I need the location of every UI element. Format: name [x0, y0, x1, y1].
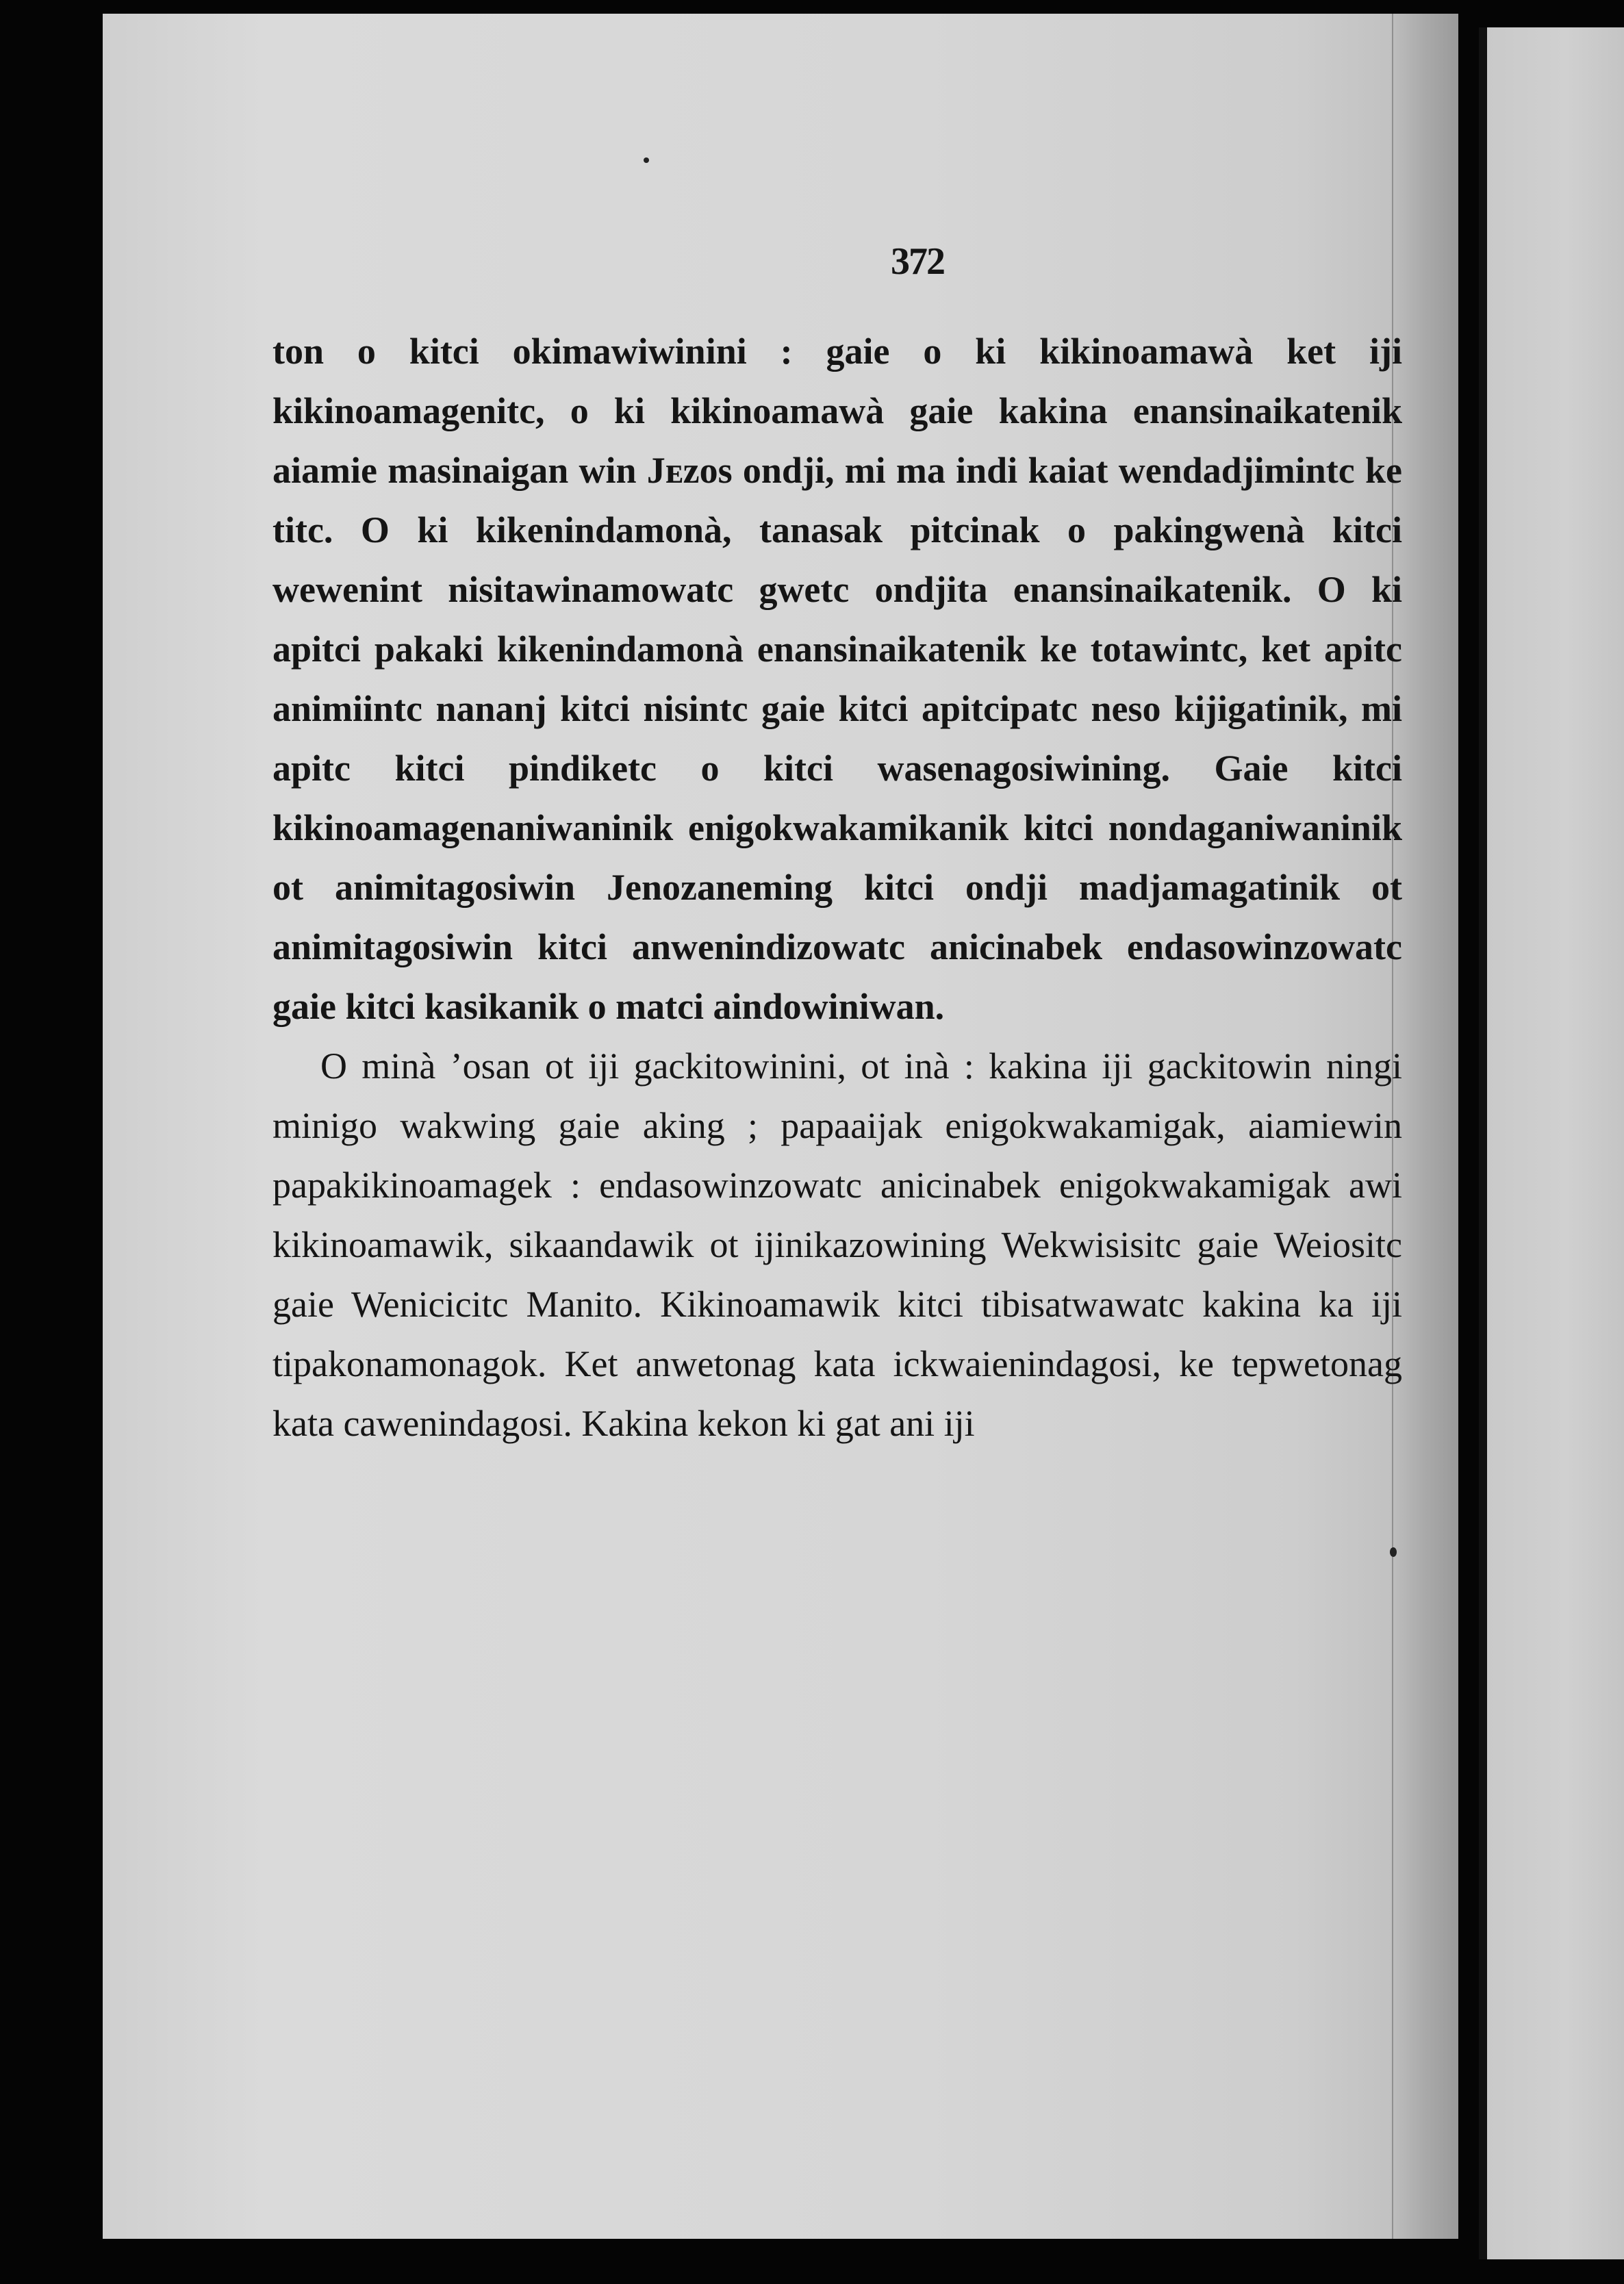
paragraph-1: ton o kitci okimawiwinini : gaie o ki kikinoamawà ket iji kikinoamagenitc, o ki kikinoamawà gaie kakina enansinaikatenik aiamie masinaigan win Jᴇzos ondji, mi ma indi kaiat wendadjimintc ke titc. O ki kikenindamonà, tanasak pitcinak o pakingwenà kitci wewenint nisitawinamowatc gwetc ondjita enansinaikatenik. O ki apitci pakaki kikenindamonà enansinaikatenik ke totawintc, ket apitc animiintc nananj kitci nisintc gaie kitci apitcipatc neso kijigatinik, mi apitc kitci pindiketc o kitci wasenagosiwining. Gaie kitci kikinoamagenaniwaninik enigokwakamikanik kitci nondaganiwaninik ot animitagosiwin Jenozaneming kitci ondji madjamagatinik ot animitagosiwin kitci anwenindizowatc anicinabek endasowinzowatc gaie kitci kasikanik o matci aindowiniwan. [272, 331, 1402, 1027]
page-number: 372 [891, 240, 944, 283]
print-speck [644, 157, 649, 163]
print-speck [1390, 1547, 1397, 1557]
paragraph-2: O minà ’osan ot iji gackitowinini, ot inà : kakina iji gackitowin ningi minigo wakwing gaie aking ; papaaijak enigokwakamigak, aiamiewin papakikinoamagek : endasowinzowatc anicinabek enigokwakamigak awi kikinoamawik, sikaandawik ot ijinikazowining Wekwisisitc gaie Weiositc gaie Wenicicitc Manito. Kikinoamawik kitci tibisatwawatc kakina ka iji tipakonamonagok. Ket anwetonag kata ickwaienindagosi, ke tepwetonag kata cawenindagosi. Kakina kekon ki gat ani iji [272, 1045, 1402, 1444]
page-body-text [272, 322, 1402, 1454]
facing-page-edge [1479, 27, 1624, 2259]
book-page [103, 14, 1458, 2239]
